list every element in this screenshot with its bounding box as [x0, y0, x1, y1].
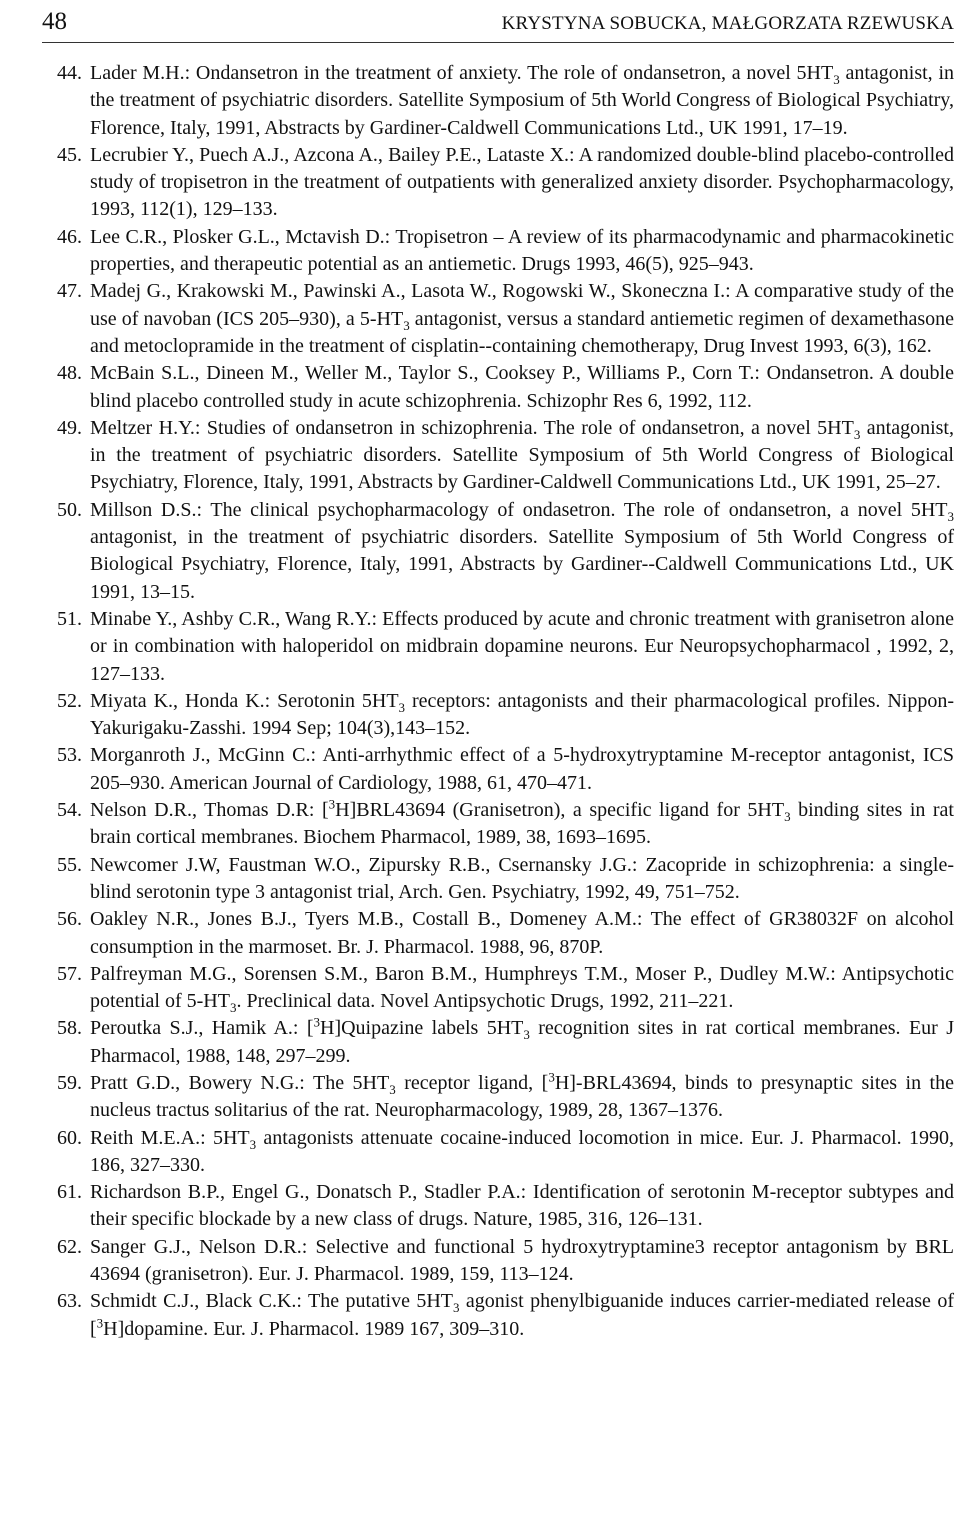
reference-entry: [57, 1234, 954, 1289]
reference-text: antagonist, in the treatment of psychiatric disorders. Satellite Symposium of 5th World Congress of Biological Psychiatry, Florence, Italy, 1991, Abstracts by Gardiner-Caldwell Communications Ltd., UK 1991, 17–19.: [90, 62, 955, 139]
reference-text: Schmidt C.J., Black C.K.: The putative 5HT: [90, 1290, 454, 1313]
subscript: 3: [833, 72, 840, 87]
reference-list: [57, 60, 955, 1343]
subscript: 3: [453, 1300, 460, 1316]
reference-number: 63.: [57, 1290, 82, 1313]
subscript: 3: [249, 1136, 257, 1152]
reference-text: Madej G., Krakowski M., Pawinski A., Lasota W., Rogowski W., Skoneczna I.: A comparative study of the use of navoban (ICS 205–930), a 5-HT: [90, 280, 954, 330]
reference-text: Oakley N.R., Jones B.J., Tyers M.B., Costall B., Domeney A.M.: The effect of GR38032F on alcohol consumption in the marmoset. Br. J. Pharmacol. 1988, 96, 870P.: [90, 908, 954, 958]
superscript: 3: [548, 1069, 555, 1085]
reference-number: 60.: [57, 1126, 82, 1149]
reference-number: 58.: [57, 1017, 82, 1040]
reference-entry: [57, 224, 954, 279]
subscript: 3: [523, 1027, 530, 1043]
running-head: KRYSTYNA SOBUCKA, MAŁGORZATA RZEWUSKA: [501, 13, 954, 34]
reference-text: recognition sites in rat cortical membranes. Eur J Pharmacol, 1988, 148, 297–299.: [90, 1017, 954, 1067]
reference-text: Millson D.S.: The clinical psychopharmacology of ondasetron. The role of ondansetron, a novel 5HT: [90, 498, 948, 521]
subscript: 3: [853, 426, 861, 442]
reference-number: 52.: [57, 689, 82, 712]
reference-text: antagonist, in the treatment of psychiatric disorders. Satellite Symposium of 5th World Congress of Biological Psychiatry, Florence, Italy, 1991, Abstracts by Gardiner--Caldwell Communications Ltd., UK 1991, 13–15.: [90, 526, 954, 603]
reference-text: antagonist, versus a standard antiemetic regimen of dexamethasone and metoclopramide in the treatment of cisplatin--containing chemotherapy, Drug Invest 1993, 6(3), 162.: [90, 307, 955, 357]
subscript: 3: [947, 508, 954, 524]
reference-number: 50.: [57, 498, 82, 521]
reference-text: Newcomer J.W, Faustman W.O., Zipursky R.B., Csernansky J.G.: Zacopride in schizophrenia: a single-blind serotonin type 3 antagonist trial, Arch. Gen. Psychiatry, 1992, 49, 751–752.: [90, 853, 954, 903]
reference-text: McBain S.L., Dineen M., Weller M., Taylor S., Cooksey P., Williams P., Corn T.: Ondansetron. A double blind placebo controlled study in acute schizophrenia. Schizophr Res 6, 1992, 112.: [90, 362, 954, 412]
reference-text: Richardson B.P., Engel G., Donatsch P., Stadler P.A.: Identification of serotonin M-receptor subtypes and their specific blockade by a new class of drugs. Nature, 1985, 316, 126–131.: [90, 1181, 954, 1231]
reference-text: H]BRL43694 (Granisetron), a specific ligand for 5HT: [335, 799, 785, 822]
superscript: 3: [96, 1315, 104, 1330]
reference-number: 55.: [57, 853, 82, 876]
reference-entry: [57, 1125, 954, 1180]
reference-text: receptors: antagonists and their pharmacological profiles. Nippon-Yakurigaku-Zasshi. 1994 Sep; 104(3),143–152.: [90, 689, 954, 740]
superscript: 3: [313, 1014, 320, 1030]
subscript: 3: [389, 1081, 396, 1097]
reference-text: H]-BRL43694, binds to presynaptic sites in the nucleus tractus solitarius of the rat. Neuropharmacology, 1989, 28, 1367–1376.: [90, 1071, 954, 1122]
reference-entry: [57, 742, 954, 797]
reference-text: Pratt G.D., Bowery N.G.: The 5HT: [90, 1071, 390, 1094]
reference-text: H]dopamine. Eur. J. Pharmacol. 1989 167, 309–310.: [103, 1317, 525, 1340]
reference-number: 54.: [57, 799, 82, 822]
reference-text: Reith M.E.A.: 5HT: [90, 1126, 250, 1149]
reference-entry: [57, 1288, 954, 1343]
reference-text: Morganroth J., McGinn C.: Anti-arrhythmic effect of a 5-hydroxytryptamine M-receptor antagonist, ICS 205–930. American Journal of Cardiology, 1988, 61, 470–471.: [90, 744, 954, 794]
reference-text: Lader M.H.: Ondansetron in the treatment of anxiety. The role of ondansetron, a novel 5HT: [90, 62, 834, 84]
reference-text: agonist phenylbiguanide induces carrier-mediated release of [: [90, 1290, 954, 1340]
page-number: 48: [42, 8, 67, 35]
reference-text: H]Quipazine labels 5HT: [320, 1017, 524, 1040]
reference-entry: [57, 688, 954, 743]
reference-entry: [57, 796, 954, 852]
header-rule: [42, 42, 954, 43]
reference-entry: [57, 852, 954, 907]
reference-number: 51.: [57, 607, 82, 630]
reference-text: Lecrubier Y., Puech A.J., Azcona A., Bailey P.E., Lataste X.: A randomized double-blind placebo-controlled study of tropisetron in the treatment of outpatients with generalized anxiety disorder. Psychopharmacology, 1993, 112(1), 129–133.: [90, 143, 954, 221]
subscript: 3: [784, 809, 791, 825]
reference-entry: [57, 278, 955, 360]
subscript: 3: [403, 317, 410, 333]
reference-entry: [57, 1014, 954, 1070]
reference-entry: [57, 142, 954, 224]
reference-text: . Preclinical data. Novel Antipsychotic Drugs, 1992, 211–221.: [236, 990, 734, 1013]
reference-text: Meltzer H.Y.: Studies of ondansetron in schizophrenia. The role of ondansetron, a novel 5HT: [90, 416, 854, 439]
reference-entry: [57, 961, 954, 1016]
reference-number: 44.: [57, 62, 82, 84]
reference-entry: [57, 415, 954, 497]
reference-text: antagonist, in the treatment of psychiatric disorders. Satellite Symposium of 5th World Congress of Biological Psychiatry, Florence, Italy, 1991, Abstracts by Gardiner-Caldwell Communications Ltd., UK 1991, 25–27.: [90, 416, 954, 494]
reference-entry: [57, 360, 954, 415]
reference-text: Palfreyman M.G., Sorensen S.M., Baron B.M., Humphreys T.M., Moser P., Dudley M.W.: Antipsychotic potential of 5-HT: [90, 962, 954, 1013]
reference-number: 48.: [57, 362, 82, 385]
reference-number: 56.: [57, 908, 82, 931]
reference-text: Sanger G.J., Nelson D.R.: Selective and functional 5 hydroxytryptamine3 receptor antagonism by BRL 43694 (granisetron). Eur. J. Pharmacol. 1989, 159, 113–124.: [90, 1235, 954, 1286]
reference-entry: [57, 1069, 954, 1125]
subscript: 3: [229, 1000, 237, 1016]
reference-number: 61.: [57, 1181, 82, 1204]
superscript: 3: [328, 796, 336, 812]
reference-number: 53.: [57, 744, 82, 767]
reference-text: Lee C.R., Plosker G.L., Mctavish D.: Tropisetron – A review of its pharmacodynamic and pharmacokinetic properties, and therapeutic potential as an antiemetic. Drugs 1993, 46(5), 925–943.: [90, 225, 954, 276]
reference-number: 62.: [57, 1235, 82, 1258]
reference-text: Nelson D.R., Thomas D.R: [: [90, 799, 329, 822]
reference-entry: [57, 606, 954, 688]
reference-entry: [57, 1179, 954, 1234]
reference-number: 46.: [57, 225, 82, 248]
reference-number: 59.: [57, 1071, 82, 1094]
reference-number: 45.: [57, 143, 82, 166]
reference-text: binding sites in rat brain cortical membranes. Biochem Pharmacol, 1989, 38, 1693–1695.: [90, 799, 954, 849]
reference-entry: [57, 497, 954, 606]
reference-number: 57.: [57, 962, 82, 985]
subscript: 3: [398, 699, 406, 715]
reference-text: Miyata K., Honda K.: Serotonin 5HT: [90, 689, 399, 712]
reference-entry: [57, 906, 954, 961]
page-header: [42, 8, 954, 38]
reference-text: Peroutka S.J., Hamik A.: [: [90, 1017, 314, 1040]
reference-text: antagonists attenuate cocaine-induced locomotion in mice. Eur. J. Pharmacol. 1990, 186, 327–330.: [90, 1126, 954, 1176]
reference-number: 49.: [57, 416, 82, 439]
reference-text: Minabe Y., Ashby C.R., Wang R.Y.: Effects produced by acute and chronic treatment with granisetron alone or in combination with haloperidol on midbrain dopamine neurons. Eur Neuropsychopharmacol , 1992, 2, 127–133.: [90, 607, 954, 685]
reference-entry: [57, 60, 955, 142]
reference-number: 47.: [57, 280, 82, 303]
reference-text: receptor ligand, [: [395, 1071, 549, 1094]
